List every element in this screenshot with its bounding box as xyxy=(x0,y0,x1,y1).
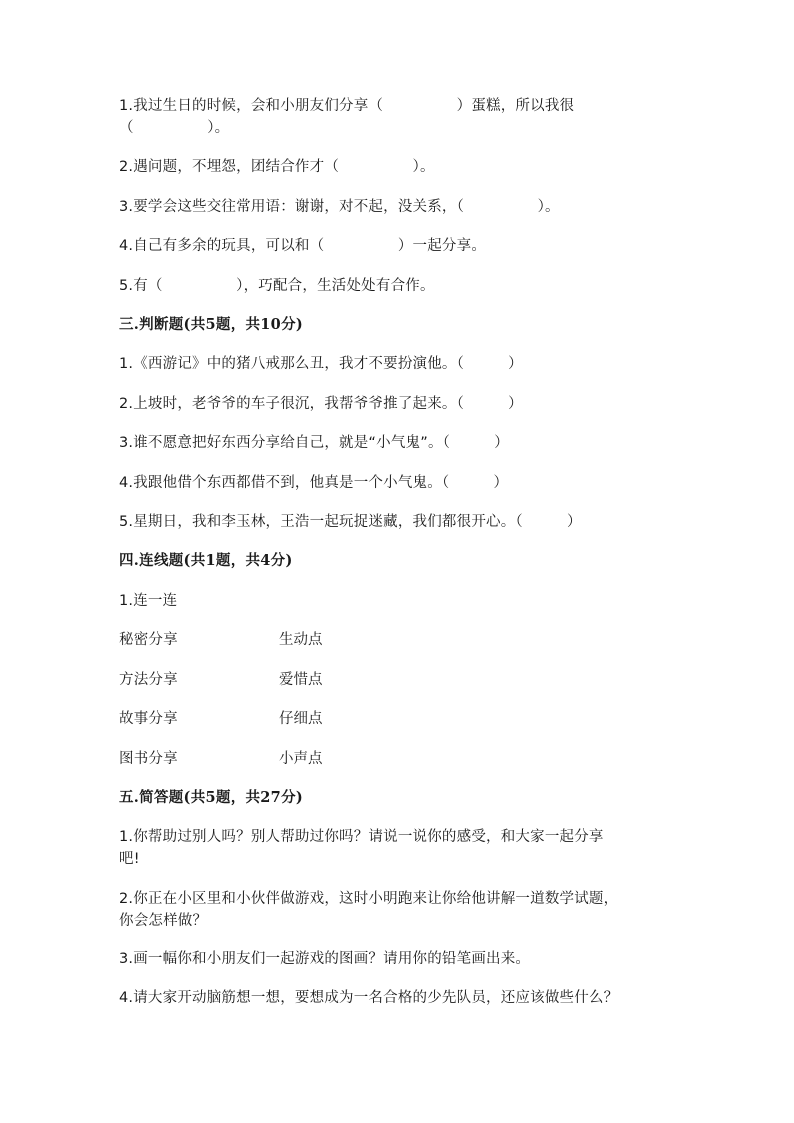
matching-left-item-4: 图书分享 xyxy=(119,751,178,767)
short-answer-4: 4.请大家开动脑筋想一想，要想成为一名合格的少先队员，还应该做些什么？ xyxy=(119,990,619,1006)
matching-left-item-3: 故事分享 xyxy=(119,711,178,727)
judgment-item-1: 1.《西游记》中的猪八戒那么丑，我才不要扮演他。（ ） xyxy=(119,356,523,372)
matching-left-item-2: 方法分享 xyxy=(119,672,178,688)
judgment-item-2: 2.上坡时，老爷爷的车子很沉，我帮爷爷推了起来。（ ） xyxy=(119,396,523,412)
matching-left-item-1: 秘密分享 xyxy=(119,632,178,648)
fill-question-3: 3.要学会这些交往常用语：谢谢，对不起，没关系，（ ）。 xyxy=(119,199,560,215)
matching-prompt: 1.连一连 xyxy=(119,593,178,609)
judgment-item-5: 5.星期日，我和李玉林，王浩一起玩捉迷藏，我们都很开心。（ ） xyxy=(119,514,582,530)
matching-right-item-1: 生动点 xyxy=(279,632,323,648)
matching-right-item-2: 爱惜点 xyxy=(279,672,323,688)
judgment-item-3: 3.谁不愿意把好东西分享给自己，就是“小气鬼”。（ ） xyxy=(119,435,509,451)
fill-question-5: 5.有（ ），巧配合，生活处处有合作。 xyxy=(119,278,435,294)
judgment-section-heading: 三.判断题(共5题，共10分) xyxy=(119,316,304,333)
short-answer-2-line-2: 你会怎样做？ xyxy=(119,913,208,929)
fill-question-1-line-1: 1.我过生日的时候，会和小朋友们分享（ ）蛋糕，所以我很 xyxy=(119,98,575,114)
matching-right-item-3: 仔细点 xyxy=(279,711,323,727)
short-answer-1-line-1: 1.你帮助过别人吗？别人帮助过你吗？请说一说你的感受，和大家一起分享 xyxy=(119,829,604,845)
fill-question-2: 2.遇问题，不埋怨，团结合作才（ ）。 xyxy=(119,159,435,175)
judgment-item-4: 4.我跟他借个东西都借不到，他真是一个小气鬼。（ ） xyxy=(119,475,509,491)
short-answer-3: 3.画一幅你和小朋友们一起游戏的图画？请用你的铅笔画出来。 xyxy=(119,951,531,967)
fill-question-1-line-2: （ ）。 xyxy=(119,120,230,136)
matching-section-heading: 四.连线题(共1题，共4分) xyxy=(119,552,293,569)
short-answer-1-line-2: 吧! xyxy=(119,851,140,867)
matching-right-item-4: 小声点 xyxy=(279,751,323,767)
short-answer-2-line-1: 2.你正在小区里和小伙伴做游戏，这时小明跑来让你给他讲解一道数学试题， xyxy=(119,891,619,907)
short-answer-section-heading: 五.简答题(共5题，共27分) xyxy=(119,789,304,806)
fill-question-4: 4.自己有多余的玩具，可以和（ ）一起分享。 xyxy=(119,238,487,254)
